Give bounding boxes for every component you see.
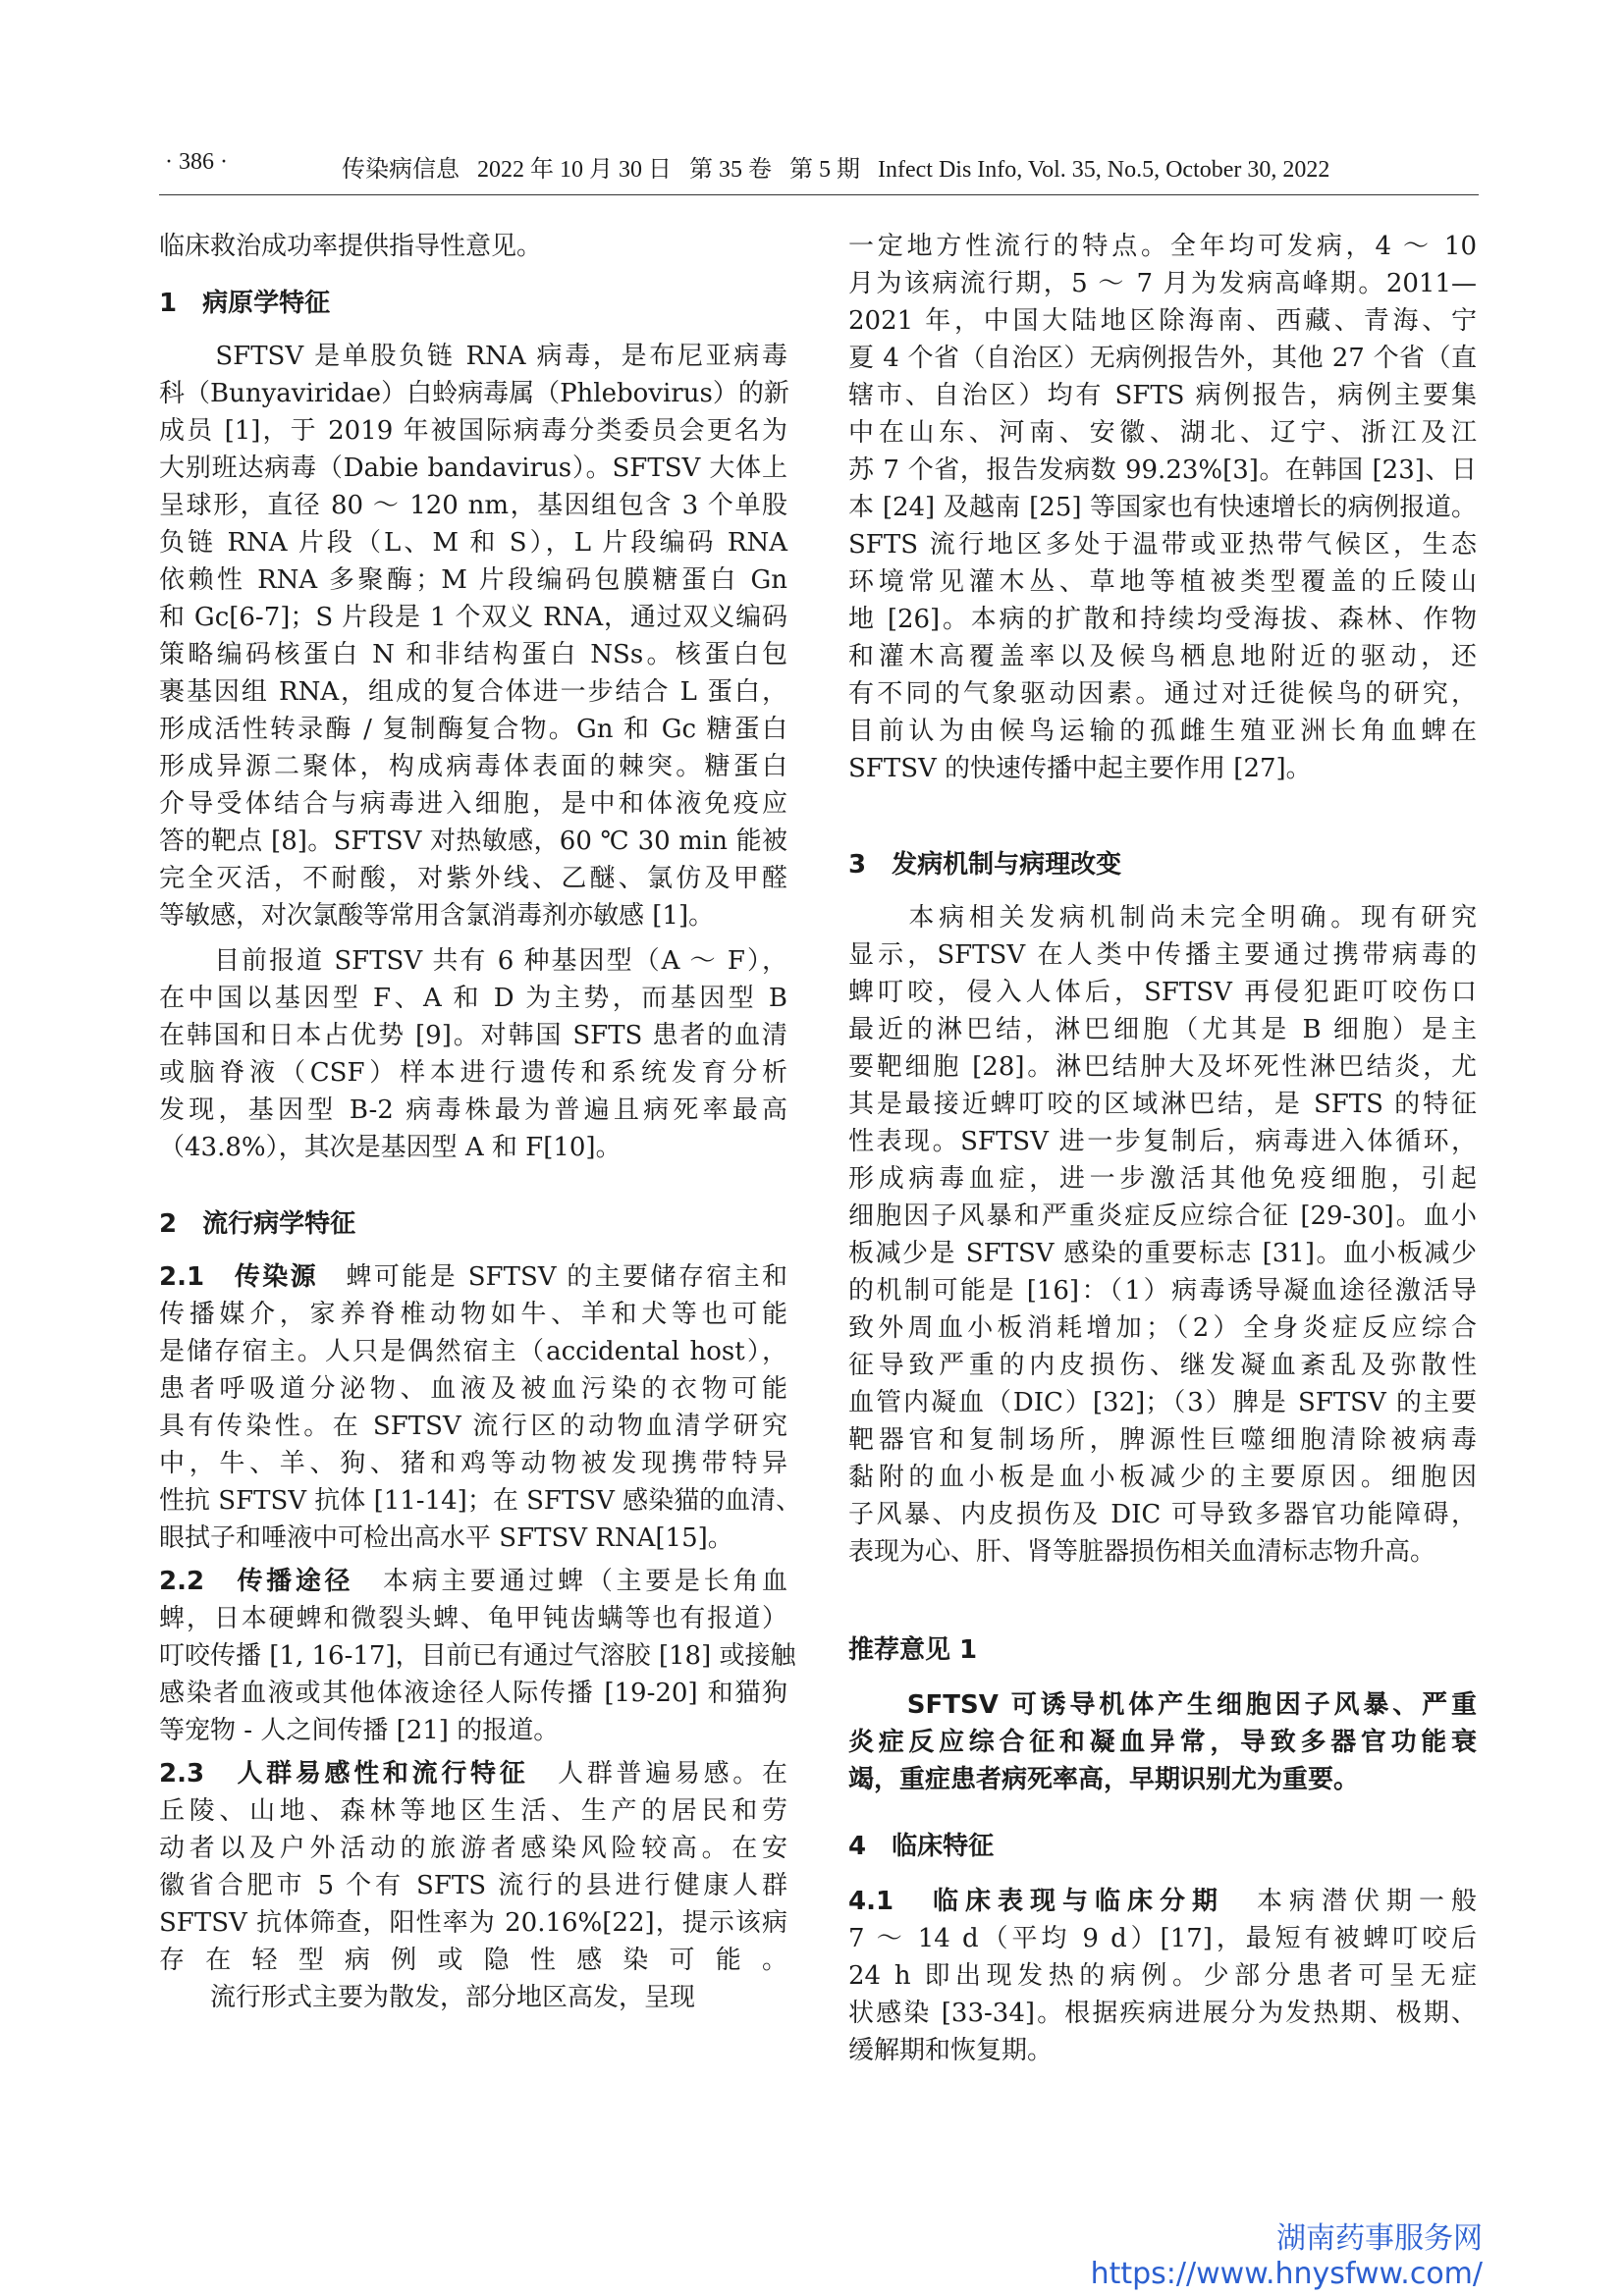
text-line: 本病相关发病机制尚未完全明确。现有研究: [848, 903, 1477, 933]
text-line: 黏附的血小板是血小板减少的主要原因。细胞因: [848, 1463, 1477, 1492]
text-line: 动者以及户外活动的旅游者感染风险较高。在安: [159, 1834, 787, 1863]
text-line: 等敏感，对次氯酸等常用含氯消毒剂亦敏感 [1]。: [159, 901, 715, 931]
text-line: 一定地方性流行的特点。全年均可发病，4 ～ 10: [848, 232, 1477, 261]
page-number: · 386 ·: [165, 149, 228, 175]
section-3-title: [848, 846, 1477, 883]
text-line: 月为该病流行期，5 ～ 7 月为发病高峰期。2011—: [848, 269, 1477, 298]
text-line: 等宠物 - 人之间传播 [21] 的报道。: [159, 1716, 560, 1745]
text-line: 蜱叮咬，侵入人体后，SFTSV 再侵犯距叮咬伤口: [848, 978, 1477, 1007]
text-line: 的机制可能是 [16]：（1）病毒诱导凝血途径激活导: [848, 1276, 1477, 1306]
text-line: 征导致严重的内皮损伤、继发凝血紊乱及弥散性: [848, 1351, 1477, 1380]
watermark: [1070, 2221, 1483, 2292]
section-3-paragraph: [848, 899, 1477, 1571]
text-line: 竭，重症患者病死率高，早期识别尤为重要。: [848, 1765, 1360, 1794]
section-2-title: [159, 1205, 787, 1243]
text-line: 缓解期和恢复期。: [848, 2036, 1054, 2065]
running-header: [163, 149, 1485, 188]
text-line: 和灌木高覆盖率以及候鸟栖息地附近的驱动，还: [848, 642, 1477, 671]
text-line: 夏 4 个省（自治区）无病例报告外，其他 27 个省（直: [848, 344, 1477, 373]
text-line: 目前认为由候鸟运输的孤雌生殖亚洲长角血蜱在: [848, 717, 1477, 746]
text-line: 4.1 临床表现与临床分期 本病潜伏期一般: [848, 1887, 1477, 1916]
text-line: 其是最接近蜱叮咬的区域淋巴结，是 SFTS 的特征: [848, 1090, 1477, 1119]
text-line: 患者呼吸道分泌物、血液及被血污染的衣物可能: [159, 1374, 787, 1404]
text-line: 环境常见灌木丛、草地等植被类型覆盖的丘陵山: [848, 567, 1477, 597]
text-line: 中在山东、河南、安徽、湖北、辽宁、浙江及江: [848, 418, 1477, 448]
text-line: 成员 [1]，于 2019 年被国际病毒分类委员会更名为: [159, 416, 787, 446]
text-line: 发现，基因型 B-2 病毒株最为普遍且病死率最高: [159, 1095, 787, 1125]
section-4-heading: 4 临床特征: [848, 1832, 995, 1861]
text-line: 丘陵、山地、森林等地区生活、生产的居民和劳: [159, 1796, 787, 1826]
text-line: 2.1 传染源 蜱可能是 SFTSV 的主要储存宿主和: [159, 1262, 788, 1292]
text-line: 有不同的气象驱动因素。通过对迁徙候鸟的研究，: [848, 679, 1477, 709]
text-line: 在韩国和日本占优势 [9]。对韩国 SFTS 患者的血清: [159, 1021, 787, 1050]
section-1-title: [159, 285, 787, 322]
text-line: 依赖性 RNA 多聚酶；M 片段编码包膜糖蛋白 Gn: [159, 565, 787, 595]
text-line: 表现为心、肝、肾等脏器损伤相关血清标志物升高。: [848, 1537, 1436, 1567]
text-line: 目前报道 SFTSV 共有 6 种基因型（A ～ F），: [159, 946, 787, 976]
section-1-paragraph-1: [159, 338, 787, 934]
text-line: 眼拭子和唾液中可检出高水平 SFTSV RNA[15]。: [159, 1523, 733, 1553]
text-line: 或脑脊液（CSF）样本进行遗传和系统发育分析: [159, 1058, 787, 1088]
text-line: 策略编码核蛋白 N 和非结构蛋白 NSs。核蛋白包: [159, 640, 787, 669]
section-3-heading: 3 发病机制与病理改变: [848, 850, 1122, 880]
text-line: 最近的淋巴结，淋巴细胞（尤其是 B 细胞）是主: [848, 1015, 1477, 1044]
text-line: 临床救治成功率提供指导性意见。: [159, 232, 543, 261]
recommendation-1-title: [848, 1631, 1477, 1669]
text-line: 叮咬传播 [1, 16-17]，目前已有通过气溶胶 [18] 或接触: [159, 1641, 796, 1671]
subsection-run-in-heading: 2.1 传染源: [159, 1262, 319, 1292]
text-line: 致外周血小板消耗增加；（2）全身炎症反应综合: [848, 1313, 1477, 1343]
text-line: 裹基因组 RNA，组成的复合体进一步结合 L 蛋白，: [159, 677, 787, 707]
text-line: （43.8%），其次是基因型 A 和 F[10]。: [159, 1133, 622, 1162]
text-line: 细胞因子风暴和严重炎症反应综合征 [29-30]。血小: [848, 1201, 1477, 1231]
text-line: 辖市、自治区）均有 SFTS 病例报告，病例主要集: [848, 381, 1477, 410]
text-line: SFTSV 的快速传播中起主要作用 [27]。: [848, 754, 1312, 783]
text-line: 子风暴、内皮损伤及 DIC 可导致多器官功能障碍，: [848, 1500, 1477, 1529]
section-4-title: [848, 1828, 1477, 1865]
recommendation-1-heading: 推荐意见 1: [848, 1635, 978, 1665]
section-2-3-paragraph: [159, 1755, 787, 2016]
text-line: 感染者血液或其他体液途径人际传播 [19-20] 和猫狗: [159, 1679, 787, 1708]
journal-citation: 传染病信息 2022 年 10 月 30 日 第 35 卷 第 5 期 Infect Dis Info, Vol. 35, No.5, October 30, 2022: [342, 157, 1330, 183]
text-line: 7 ～ 14 d（平均 9 d）[17]，最短有被蜱叮咬后: [848, 1924, 1477, 1953]
subsection-run-in-heading: 4.1 临床表现与临床分期: [848, 1887, 1225, 1916]
text-line: 和 Gc[6-7]；S 片段是 1 个双义 RNA，通过双义编码: [159, 603, 787, 632]
text-line: 2.3 人群易感性和流行特征 人群普遍易感。在: [159, 1759, 787, 1789]
text-line: 要靶细胞 [28]。淋巴结肿大及坏死性淋巴结炎，尤: [848, 1052, 1477, 1082]
section-1-paragraph-2: [159, 942, 787, 1166]
epidemiology-continued-paragraph: [848, 228, 1477, 787]
section-2-1-paragraph: [159, 1258, 802, 1557]
section-2-heading: 2 流行病学特征: [159, 1209, 356, 1239]
text-line: SFTSV 是单股负链 RNA 病毒，是布尼亚病毒: [159, 342, 787, 371]
text-line: 存在轻型病例或隐性感染可能。: [159, 1946, 787, 1975]
text-line: 负链 RNA 片段（L、M 和 S），L 片段编码 RNA: [159, 528, 787, 558]
text-line: 流行形式主要为散发，部分地区高发，呈现: [159, 1983, 696, 2012]
text-line: 状感染 [33-34]。根据疾病进展分为发热期、极期、: [848, 1999, 1477, 2028]
text-line: 答的靶点 [8]。SFTSV 对热敏感，60 ℃ 30 min 能被: [159, 827, 787, 856]
text-line: 介导受体结合与病毒进入细胞，是中和体液免疫应: [159, 789, 787, 819]
section-2-2-paragraph: [159, 1563, 796, 1749]
text-line: SFTSV 可诱导机体产生细胞因子风暴、严重: [848, 1690, 1477, 1720]
text-line: 炎症反应综合征和凝血异常，导致多器官功能衰: [848, 1728, 1477, 1757]
text-line: 板减少是 SFTSV 感染的重要标志 [31]。血小板减少: [848, 1239, 1477, 1268]
text-line: 中，牛、羊、狗、猪和鸡等动物被发现携带特异: [159, 1449, 787, 1478]
text-line: 形成病毒血症，进一步激活其他免疫细胞，引起: [848, 1164, 1477, 1194]
text-line: 显示，SFTSV 在人类中传播主要通过携带病毒的: [848, 940, 1477, 970]
text-line: 地 [26]。本病的扩散和持续均受海拔、森林、作物: [848, 605, 1477, 634]
text-line: SFTS 流行地区多处于温带或亚热带气候区，生态: [848, 530, 1477, 560]
text-line: 24 h 即出现发热的病例。少部分患者可呈无症: [848, 1961, 1477, 1991]
watermark-url[interactable]: https://www.hnysfww.com/: [1090, 2257, 1483, 2291]
text-line: 形成活性转录酶 / 复制酶复合物。Gn 和 Gc 糖蛋白: [159, 715, 787, 744]
text-line: 血管内凝血（DIC）[32]；（3）脾是 SFTSV 的主要: [848, 1388, 1477, 1417]
text-line: 科（Bunyaviridae）白蛉病毒属（Phlebovirus）的新: [159, 379, 789, 408]
text-line: 性表现。SFTSV 进一步复制后，病毒进入体循环，: [848, 1127, 1477, 1156]
text-line: 完全灭活，不耐酸，对紫外线、乙醚、氯仿及甲醛: [159, 864, 787, 893]
text-line: 2021 年，中国大陆地区除海南、西藏、青海、宁: [848, 306, 1477, 336]
text-line: 性抗 SFTSV 抗体 [11-14]；在 SFTSV 感染猫的血清、: [159, 1486, 802, 1516]
subsection-run-in-heading: 2.3 人群易感性和流行特征: [159, 1759, 529, 1789]
text-line: 具有传染性。在 SFTSV 流行区的动物血清学研究: [159, 1412, 787, 1441]
intro-tail-paragraph: [159, 228, 787, 265]
header-rule: [159, 194, 1479, 195]
watermark-site-name: 湖南药事服务网: [1276, 2221, 1483, 2256]
recommendation-1-body: [848, 1686, 1477, 1798]
text-line: 2.2 传播途径 本病主要通过蜱（主要是长角血: [159, 1567, 787, 1596]
section-4-1-paragraph: [848, 1883, 1477, 2069]
section-1-heading: 1 病原学特征: [159, 289, 331, 318]
text-line: 在中国以基因型 F、A 和 D 为主势，而基因型 B: [159, 984, 787, 1013]
text-line: 传播媒介，家养脊椎动物如牛、羊和犬等也可能: [159, 1300, 787, 1329]
text-line: SFTSV 抗体筛查，阳性率为 20.16%[22]，提示该病: [159, 1908, 787, 1938]
text-line: 苏 7 个省，报告发病数 99.23%[3]。在韩国 [23]、日: [848, 455, 1477, 485]
text-line: 呈球形，直径 80 ～ 120 nm，基因组包含 3 个单股: [159, 491, 787, 520]
text-line: 靶器官和复制场所，脾源性巨噬细胞清除被病毒: [848, 1425, 1477, 1455]
text-line: 是储存宿主。人只是偶然宿主（accidental host），: [159, 1337, 787, 1366]
subsection-run-in-heading: 2.2 传播途径: [159, 1567, 354, 1596]
text-line: 形成异源二聚体，构成病毒体表面的棘突。糖蛋白: [159, 752, 787, 781]
text-line: 大别班达病毒（Dabie bandavirus）。SFTSV 大体上: [159, 454, 787, 483]
text-line: 徽省合肥市 5 个有 SFTS 流行的县进行健康人群: [159, 1871, 787, 1900]
text-line: 蜱，日本硬蜱和微裂头蜱、龟甲钝齿螨等也有报道）: [159, 1604, 787, 1633]
text-line: 本 [24] 及越南 [25] 等国家也有快速增长的病例报道。: [848, 493, 1477, 522]
